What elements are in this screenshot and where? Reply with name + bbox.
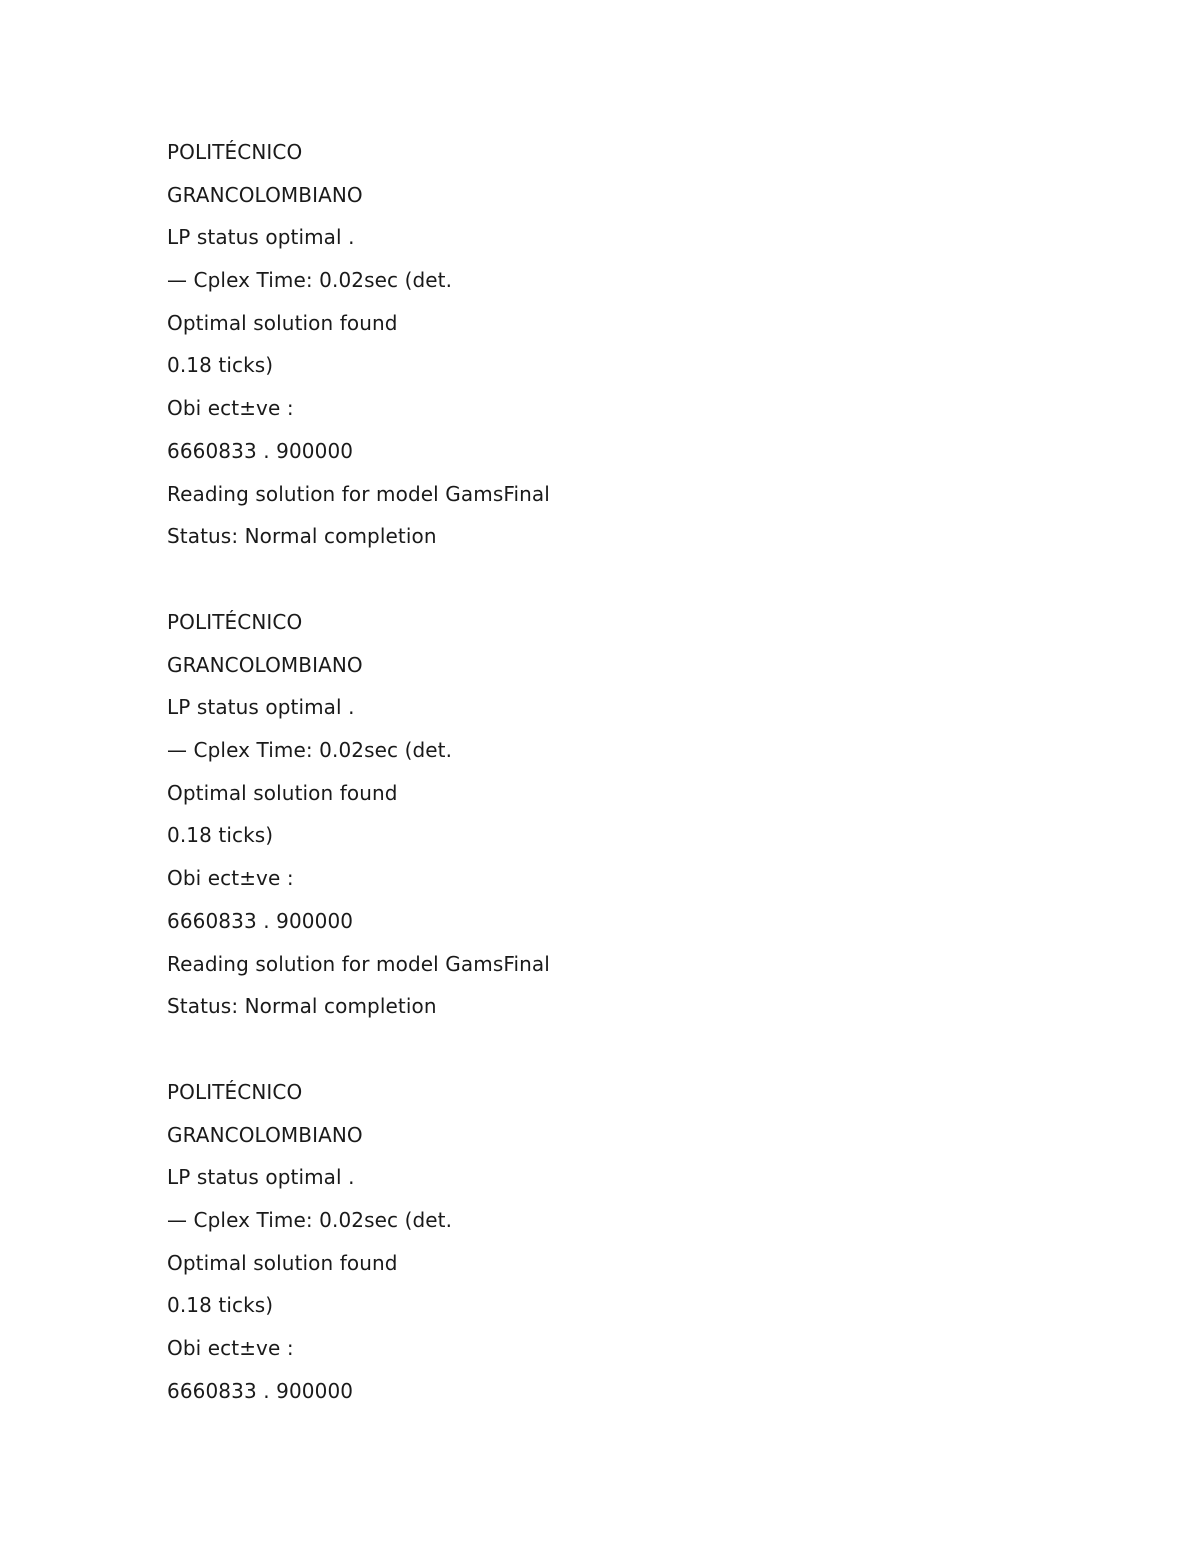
cplex-time-line: — Cplex Time: 0.02sec (det. — [167, 738, 453, 763]
text-block-1 — [167, 131, 867, 558]
institution-name-line: POLITÉCNICO — [167, 1080, 303, 1104]
cplex-time-line: — Cplex Time: 0.02sec (det. — [167, 268, 453, 293]
cplex-time-line: — Cplex Time: 0.02sec (det. — [167, 1208, 453, 1233]
status-line: Status: Normal completion — [167, 994, 437, 1019]
solution-found-line: Optimal solution found — [167, 780, 398, 805]
solution-found-line: Optimal solution found — [167, 310, 398, 335]
objective-label-line: Obi ect±ve : — [167, 1336, 294, 1361]
reading-solution-line: Reading solution for model GamsFinal — [167, 481, 550, 506]
objective-value-line: 6660833 . 900000 — [167, 908, 354, 933]
institution-name-line: POLITÉCNICO — [167, 610, 303, 634]
status-line: Status: Normal completion — [167, 524, 437, 549]
institution-name-line: GRANCOLOMBIANO — [167, 182, 363, 207]
lp-status-line: LP status optimal . — [167, 695, 355, 720]
solution-found-line: Optimal solution found — [167, 1250, 398, 1275]
institution-name-line: POLITÉCNICO — [167, 140, 303, 164]
text-block-2 — [167, 601, 867, 1028]
ticks-line: 0.18 ticks) — [167, 1293, 274, 1318]
objective-label-line: Obi ect±ve : — [167, 396, 294, 421]
lp-status-line: LP status optimal . — [167, 1165, 355, 1190]
ticks-line: 0.18 ticks) — [167, 823, 274, 848]
ticks-line: 0.18 ticks) — [167, 353, 274, 378]
objective-value-line: 6660833 . 900000 — [167, 1378, 354, 1403]
institution-name-line: GRANCOLOMBIANO — [167, 1122, 363, 1147]
institution-name-line: GRANCOLOMBIANO — [167, 652, 363, 677]
objective-value-line: 6660833 . 900000 — [167, 438, 354, 463]
objective-label-line: Obi ect±ve : — [167, 866, 294, 891]
text-block-3 — [167, 1071, 867, 1413]
reading-solution-line: Reading solution for model GamsFinal — [167, 951, 550, 976]
lp-status-line: LP status optimal . — [167, 225, 355, 250]
